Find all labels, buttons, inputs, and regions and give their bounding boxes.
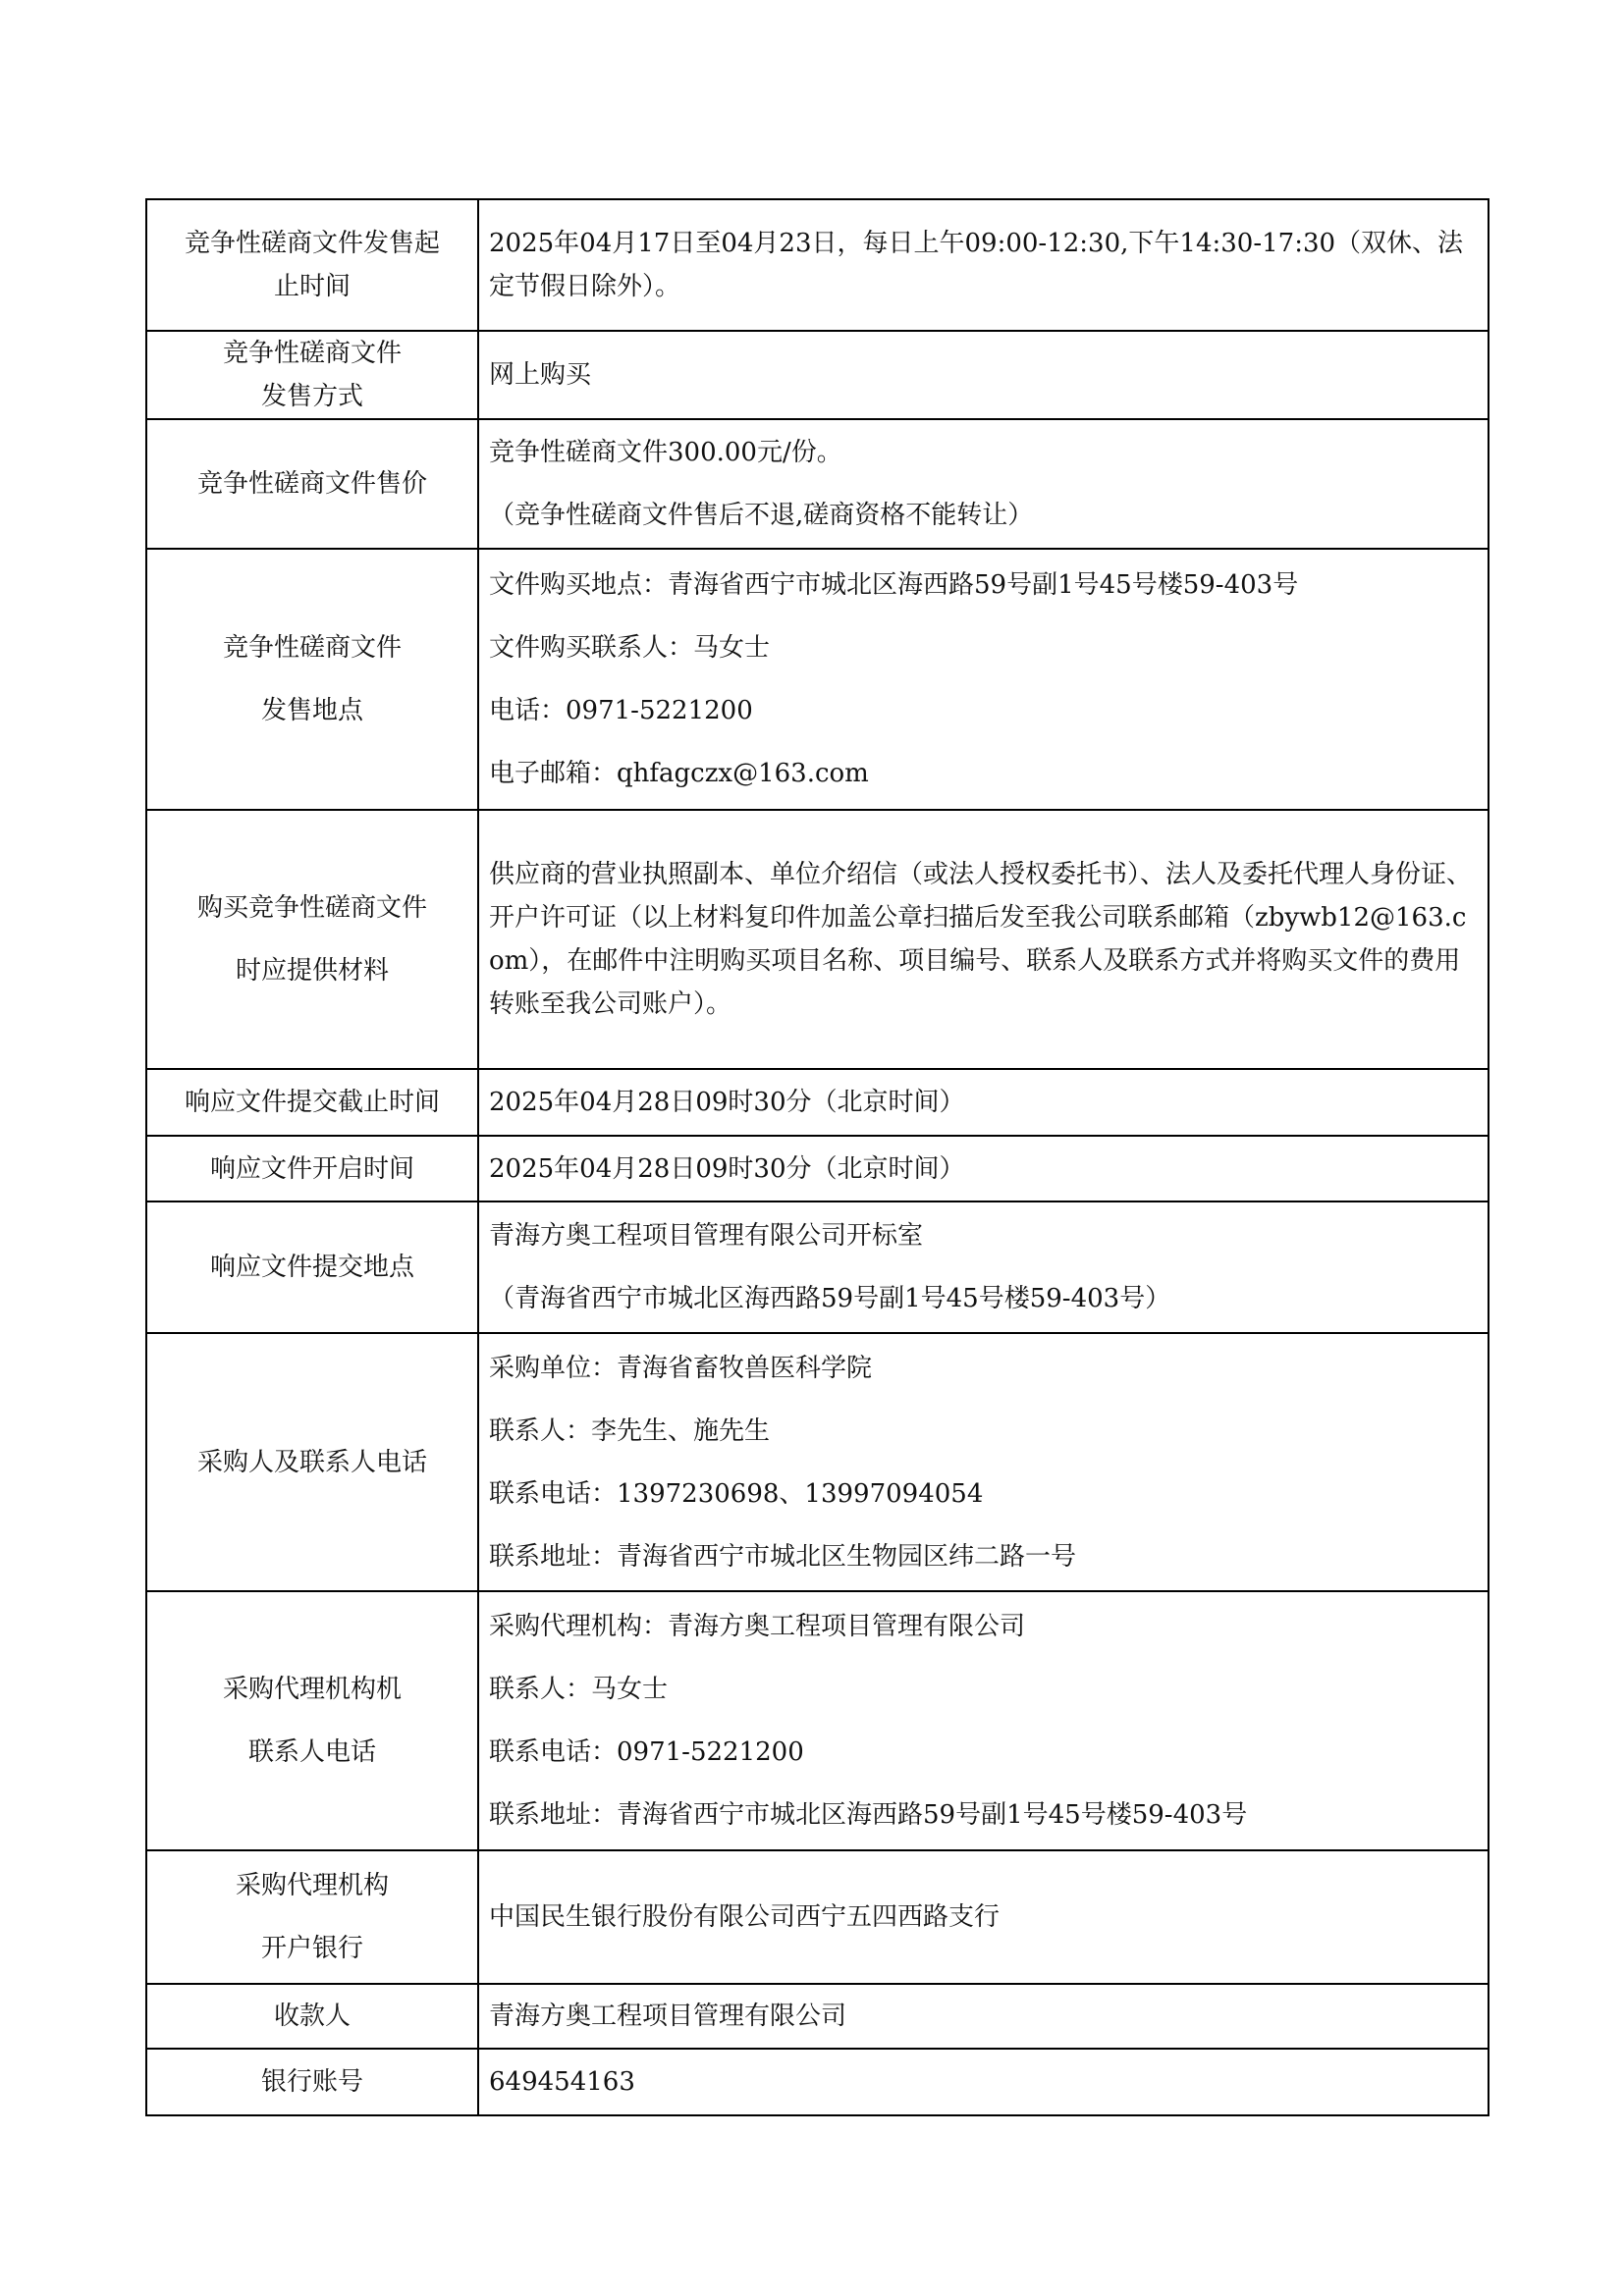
row-value: 竞争性磋商文件300.00元/份。 （竞争性磋商文件售后不退,磋商资格不能转让） [478, 419, 1489, 549]
row-value: 2025年04月28日09时30分（北京时间） [478, 1136, 1489, 1201]
row-value: 649454163 [478, 2049, 1489, 2115]
row-label: 采购代理机构 开户银行 [146, 1850, 478, 1984]
row-value: 2025年04月17日至04月23日，每日上午09:00-12:30,下午14:30-17:30（双休、法定节假日除外）。 [478, 199, 1489, 331]
table-row [146, 419, 1489, 549]
table-row [146, 1850, 1489, 1984]
table-row [146, 549, 1489, 810]
row-label: 响应文件提交地点 [146, 1201, 478, 1333]
table-row [146, 199, 1489, 331]
row-label: 响应文件提交截止时间 [146, 1069, 478, 1136]
row-value: 青海方奥工程项目管理有限公司 [478, 1984, 1489, 2049]
table-row [146, 1136, 1489, 1201]
row-label: 竞争性磋商文件售价 [146, 419, 478, 549]
row-value: 文件购买地点：青海省西宁市城北区海西路59号副1号45号楼59-403号 文件购买联系人：马女士 电话：0971-5221200 电子邮箱：qhfagczx@163.com [478, 549, 1489, 810]
table-row [146, 1591, 1489, 1850]
row-label: 响应文件开启时间 [146, 1136, 478, 1201]
row-value: 网上购买 [478, 331, 1489, 419]
row-label: 采购人及联系人电话 [146, 1333, 478, 1591]
table-row [146, 1201, 1489, 1333]
row-label: 收款人 [146, 1984, 478, 2049]
row-value: 采购代理机构：青海方奥工程项目管理有限公司 联系人：马女士 联系电话：0971-5221200 联系地址：青海省西宁市城北区海西路59号副1号45号楼59-403号 [478, 1591, 1489, 1850]
table-row [146, 1333, 1489, 1591]
info-table [145, 198, 1489, 2116]
row-label: 采购代理机构机 联系人电话 [146, 1591, 478, 1850]
row-value: 供应商的营业执照副本、单位介绍信（或法人授权委托书）、法人及委托代理人身份证、开户许可证（以上材料复印件加盖公章扫描后发至我公司联系邮箱（zbywb12@163.com），在邮件中注明购买项目名称、项目编号、联系人及联系方式并将购买文件的费用转账至我公司账户）。 [478, 810, 1489, 1069]
row-label: 竞争性磋商文件 发售地点 [146, 549, 478, 810]
table-row [146, 2049, 1489, 2115]
table-row [146, 1069, 1489, 1136]
row-value: 青海方奥工程项目管理有限公司开标室 （青海省西宁市城北区海西路59号副1号45号楼59-403号） [478, 1201, 1489, 1333]
row-value: 中国民生银行股份有限公司西宁五四西路支行 [478, 1850, 1489, 1984]
row-label: 竞争性磋商文件 发售方式 [146, 331, 478, 419]
table-row [146, 331, 1489, 419]
table-row [146, 810, 1489, 1069]
row-value: 采购单位：青海省畜牧兽医科学院 联系人：李先生、施先生 联系电话：1397230698、13997094054 联系地址：青海省西宁市城北区生物园区纬二路一号 [478, 1333, 1489, 1591]
row-label: 竞争性磋商文件发售起 止时间 [146, 199, 478, 331]
row-label: 购买竞争性磋商文件 时应提供材料 [146, 810, 478, 1069]
table-row [146, 1984, 1489, 2049]
row-label: 银行账号 [146, 2049, 478, 2115]
row-value: 2025年04月28日09时30分（北京时间） [478, 1069, 1489, 1136]
